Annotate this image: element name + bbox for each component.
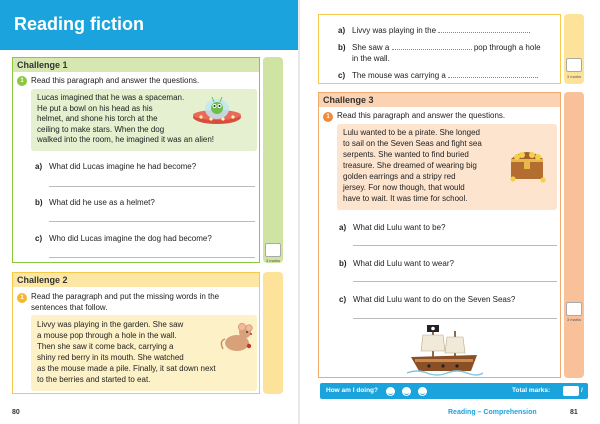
question-number: 1 <box>323 112 333 122</box>
sentence-part: The mouse was carrying a <box>352 71 446 80</box>
question-text: What did Lulu want to do on the Seven Seas? <box>353 295 516 304</box>
section-title: Reading – Comprehension <box>448 409 537 416</box>
blank-field[interactable] <box>448 77 536 78</box>
sentence-end: . <box>536 71 539 80</box>
instruction: Read the paragraph and put the missing words in the <box>31 292 220 301</box>
passage-line: serpents. She wanted to find buried <box>343 150 469 159</box>
passage-line: helmet, and shone his torch at the <box>37 114 158 123</box>
smiley-icon[interactable] <box>386 387 395 396</box>
passage-line: as the mouse made a pile. Finally, it sat down next <box>37 364 216 373</box>
right-page <box>300 0 600 424</box>
how-am-i-doing-label: How am I doing? <box>326 387 378 394</box>
challenge-3-heading: Challenge 3 <box>319 93 560 107</box>
passage-line: Then she saw it come back, carrying a <box>37 342 174 351</box>
blank-field[interactable] <box>392 49 472 50</box>
question-label: a) <box>35 162 43 171</box>
passage-line: golden earrings and a stripy red <box>343 172 456 181</box>
challenge-3-box <box>318 92 561 378</box>
page-number: 80 <box>12 409 20 416</box>
passage-line: walked into the room, he imagined it was an alien! <box>37 135 214 144</box>
marks-box[interactable] <box>566 58 582 72</box>
answer-line[interactable] <box>353 318 557 319</box>
question-label: a) <box>339 223 347 232</box>
marks-tab <box>263 57 283 263</box>
passage-line: ceiling to make stars. When the dog <box>37 124 165 134</box>
passage-line: to the berries and started to eat. <box>37 375 151 384</box>
passage-line: to sail on the Seven Seas and fight sea <box>343 139 482 148</box>
instruction: Read this paragraph and answer the questions. <box>31 76 200 85</box>
question-text-line2: in the wall. <box>352 54 390 63</box>
question-label: b) <box>35 198 43 207</box>
sentence-part: She saw a <box>352 43 390 52</box>
marks-tab <box>564 92 584 378</box>
question-text: What did Lulu want to wear? <box>353 259 454 268</box>
progress-footer <box>320 383 588 399</box>
passage-line: He put a bowl on his head as his <box>37 103 153 113</box>
question-text <box>352 43 541 54</box>
question-label: c) <box>338 71 346 80</box>
smiley-icon[interactable] <box>402 387 411 396</box>
marks-label: 3 marks <box>566 317 582 322</box>
challenge-1-box <box>12 57 260 263</box>
question-text <box>352 26 531 37</box>
marks-box[interactable] <box>566 302 582 316</box>
question-text <box>352 71 538 82</box>
page-title: Reading fiction <box>14 14 144 34</box>
question-label: b) <box>338 43 346 52</box>
passage-line: shiny red berry in its mouth. She watched <box>37 353 184 362</box>
question-text: What did he use as a helmet? <box>49 198 155 207</box>
challenge-2-box <box>12 272 260 394</box>
marks-box[interactable] <box>265 243 281 257</box>
question-label: a) <box>338 26 346 35</box>
passage-line: a mouse pop through a hole in the wall. <box>37 331 177 340</box>
side-tab <box>263 272 283 394</box>
sentence-part: Livvy was playing in the <box>352 26 437 35</box>
total-marks-slash: / <box>581 387 583 394</box>
total-marks-box[interactable] <box>563 386 579 396</box>
passage-line: have to wait. It was time for school. <box>343 194 468 203</box>
passage-line: Lucas imagined that he was a spaceman. <box>37 93 185 102</box>
challenge-1-heading: Challenge 1 <box>13 58 259 72</box>
instruction: sentences that follow. <box>31 302 108 312</box>
passage-line: Livvy was playing in the garden. She saw <box>37 320 184 329</box>
question-number: 1 <box>17 293 27 303</box>
passage-line: treasure. She dreamed of wearing big <box>343 161 477 170</box>
answer-line[interactable] <box>49 221 255 222</box>
sentence-part: pop through a hole <box>473 43 541 52</box>
question-text: What did Lulu want to be? <box>353 223 446 232</box>
question-text: What did Lucas imagine he had become? <box>49 162 197 171</box>
question-label: b) <box>339 259 347 268</box>
pirate-ship-icon <box>407 321 483 377</box>
smiley-icon[interactable] <box>418 387 427 396</box>
answer-line[interactable] <box>49 186 255 187</box>
alien-ufo-icon <box>191 91 243 131</box>
blank-field[interactable] <box>438 32 528 33</box>
marks-label: 3 marks <box>265 258 281 263</box>
passage-line: jersey. For now though, that would <box>343 183 465 192</box>
mouse-icon <box>219 321 255 355</box>
question-number: 1 <box>17 76 27 86</box>
passage-line: Lulu wanted to be a pirate. She longed <box>343 128 480 137</box>
answer-line[interactable] <box>353 245 557 246</box>
answer-line[interactable] <box>353 281 557 282</box>
question-label: c) <box>339 295 347 304</box>
treasure-chest-icon <box>505 143 549 183</box>
marks-label: 3 marks <box>566 74 582 79</box>
instruction: Read this paragraph and answer the questions. <box>337 111 506 120</box>
sentence-end: . <box>528 26 531 35</box>
challenge-2-heading: Challenge 2 <box>13 273 259 287</box>
answer-line[interactable] <box>49 257 255 258</box>
total-marks-label: Total marks: <box>512 387 551 394</box>
page-number: 81 <box>570 409 578 416</box>
question-text: Who did Lucas imagine the dog had become? <box>49 234 212 243</box>
question-label: c) <box>35 234 43 243</box>
